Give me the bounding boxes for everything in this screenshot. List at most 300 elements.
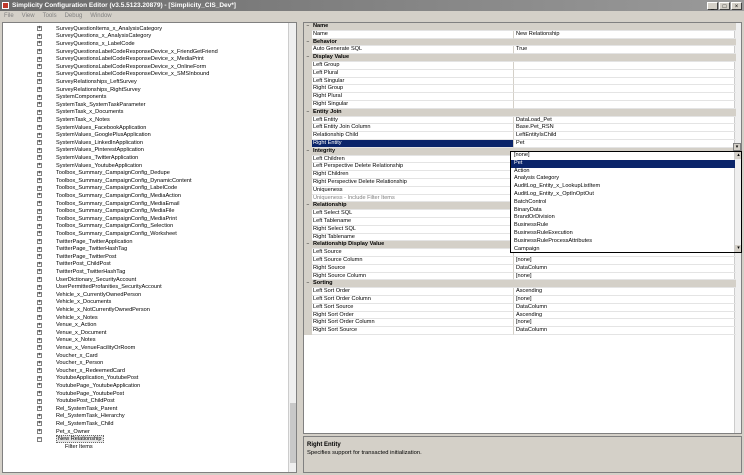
- tree-item[interactable]: [3, 207, 296, 215]
- expand-icon[interactable]: +: [38, 200, 41, 207]
- relationship-tree[interactable]: [2, 22, 297, 473]
- expand-icon[interactable]: +: [38, 116, 41, 123]
- menu-file[interactable]: File: [4, 13, 14, 19]
- expand-icon[interactable]: +: [38, 352, 41, 359]
- tree-item[interactable]: [3, 329, 296, 337]
- tree-item-label: Vehicle_x_Notes: [56, 314, 98, 321]
- tree-item-label: TwitterPost_ChildPost: [56, 261, 111, 268]
- dropdown-option[interactable]: BinaryData: [514, 206, 542, 213]
- tree-item[interactable]: [3, 367, 296, 375]
- row-gutter: [304, 296, 312, 304]
- property-value[interactable]: [none]: [514, 257, 736, 265]
- property-row[interactable]: [304, 265, 736, 273]
- row-gutter: [304, 195, 312, 203]
- expand-icon[interactable]: +: [38, 367, 41, 374]
- property-row[interactable]: [304, 70, 736, 78]
- tree-item-label: TwitterPage_TwitterHashTag: [56, 246, 128, 253]
- dropdown-option[interactable]: AuditLog_Entity_x_LookupListItem: [514, 183, 601, 190]
- tree-item[interactable]: [3, 428, 296, 436]
- tree-item-label: Venue_x_Document: [56, 329, 107, 336]
- collapse-icon[interactable]: −: [304, 241, 312, 249]
- tree-item[interactable]: [3, 124, 296, 132]
- tree-item-label: Rel_SystemTask_Child: [56, 420, 114, 427]
- expand-icon[interactable]: +: [38, 405, 41, 412]
- expand-icon[interactable]: +: [38, 359, 41, 366]
- row-gutter: [304, 163, 312, 171]
- property-category[interactable]: [304, 280, 736, 288]
- property-value[interactable]: [514, 85, 736, 93]
- dropdown-option[interactable]: Pet: [511, 160, 735, 168]
- tree-item[interactable]: [3, 291, 296, 299]
- tree-item-label: SystemComponents: [56, 94, 107, 101]
- row-gutter: [304, 179, 312, 187]
- tree-item-label: SystemTask_x_Documents: [56, 109, 124, 116]
- menu-view[interactable]: View: [21, 13, 35, 19]
- tree-item-label: Toolbox_Summary_CampaignConfig_Selection: [56, 223, 174, 230]
- property-name: Integrity: [312, 148, 736, 156]
- expand-icon[interactable]: +: [38, 139, 41, 146]
- dropdown-option[interactable]: BusinessRuleProcessAttributes: [514, 237, 593, 244]
- expand-icon[interactable]: +: [38, 321, 41, 328]
- maximize-button[interactable]: □: [719, 2, 730, 10]
- tree-item[interactable]: [3, 48, 296, 56]
- property-value[interactable]: Ascending: [514, 312, 736, 320]
- property-name: Auto Generate SQL: [312, 46, 514, 54]
- tree-item-label: SurveyQuestions_x_LabelCode: [56, 40, 135, 47]
- expand-icon[interactable]: +: [38, 276, 41, 283]
- dropdown-option[interactable]: [none]: [514, 152, 530, 158]
- expand-icon[interactable]: +: [38, 93, 41, 100]
- row-gutter: [304, 132, 312, 140]
- property-value[interactable]: Ascending: [514, 288, 736, 296]
- tree-item[interactable]: [3, 435, 296, 443]
- tree-item[interactable]: [3, 78, 296, 86]
- tree-item-label: SurveyQuestionItems_x_AnalysisCategory: [56, 25, 163, 32]
- property-value[interactable]: DataColumn: [514, 327, 736, 335]
- expand-icon[interactable]: +: [38, 329, 41, 336]
- tree-item[interactable]: [3, 169, 296, 177]
- expand-icon[interactable]: +: [38, 55, 41, 62]
- property-row[interactable]: [304, 101, 736, 109]
- tree-item[interactable]: [3, 276, 296, 284]
- tree-item-label: SystemTask_SystemTaskParameter: [56, 101, 146, 108]
- tree-item[interactable]: [3, 93, 296, 101]
- close-button[interactable]: ×: [731, 2, 742, 10]
- tree-item[interactable]: [3, 131, 296, 139]
- property-name: Relationship Child: [312, 132, 514, 140]
- tree-item[interactable]: [3, 405, 296, 413]
- property-name: Entity Join: [312, 109, 736, 117]
- property-name: Left Tablename: [312, 218, 514, 226]
- property-value[interactable]: [514, 70, 736, 78]
- dropdown-option[interactable]: BrandOrDivision: [514, 214, 555, 221]
- tree-item[interactable]: [3, 147, 296, 155]
- property-name: Right Sort Source: [312, 327, 514, 335]
- tree-item[interactable]: [3, 299, 296, 307]
- property-name: Right Perspective Delete Relationship: [312, 179, 514, 187]
- row-gutter: [304, 31, 312, 39]
- tree-item-label: SurveyQuestions_x_AnalysisCategory: [56, 33, 152, 40]
- dropdown-option[interactable]: BusinessRuleExecution: [514, 230, 573, 236]
- property-name: Relationship: [312, 202, 736, 210]
- property-category[interactable]: [304, 54, 736, 62]
- expand-icon[interactable]: +: [38, 253, 41, 260]
- expand-icon[interactable]: +: [38, 374, 41, 381]
- property-row[interactable]: [304, 93, 736, 101]
- tree-item[interactable]: [3, 192, 296, 200]
- tree-item[interactable]: [3, 86, 296, 94]
- tree-item[interactable]: [3, 337, 296, 345]
- property-name: Left Singular: [312, 78, 514, 86]
- property-name: Left Select SQL: [312, 210, 514, 218]
- tree-item-label: Voucher_x_Person: [56, 360, 104, 367]
- expand-icon[interactable]: +: [38, 420, 41, 427]
- expand-icon[interactable]: +: [38, 207, 41, 214]
- row-gutter: [304, 171, 312, 179]
- tree-item[interactable]: [3, 33, 296, 41]
- expand-icon[interactable]: +: [38, 428, 41, 435]
- tree-item[interactable]: [3, 283, 296, 291]
- tree-item-label: TwitterPage_TwitterPost: [56, 253, 117, 260]
- expand-icon[interactable]: +: [38, 245, 41, 252]
- expand-icon[interactable]: +: [38, 397, 41, 404]
- tree-item-label: SystemValues_LinkedInApplication: [56, 139, 143, 146]
- tree-item[interactable]: [3, 397, 296, 405]
- tree-item[interactable]: [3, 321, 296, 329]
- menu-bar: [0, 11, 744, 21]
- property-name: Left Group: [312, 62, 514, 70]
- property-value[interactable]: [514, 93, 736, 101]
- row-gutter: [304, 304, 312, 312]
- property-value[interactable]: New Relationship: [514, 31, 736, 39]
- property-name: Right Select SQL: [312, 226, 514, 234]
- tree-item[interactable]: [3, 230, 296, 238]
- tree-item[interactable]: [3, 215, 296, 223]
- tree-item[interactable]: [3, 375, 296, 383]
- tree-item-label: TwitterPage_TwitterApplication: [56, 238, 133, 245]
- expand-icon[interactable]: +: [38, 184, 41, 191]
- expand-icon[interactable]: +: [38, 78, 41, 85]
- row-gutter: [304, 249, 312, 257]
- property-row[interactable]: [304, 319, 736, 327]
- expand-icon[interactable]: +: [38, 48, 41, 55]
- expand-icon[interactable]: +: [38, 108, 41, 115]
- tree-item-label: Venue_x_Notes: [56, 337, 96, 344]
- dropdown-option[interactable]: BatchControl: [514, 198, 547, 205]
- expand-icon[interactable]: +: [38, 390, 41, 397]
- tree-item-label: Toolbox_Summary_CampaignConfig_DynamicContent: [56, 177, 192, 184]
- menu-tools[interactable]: Tools: [42, 13, 57, 19]
- property-name: Left Sort Order: [312, 288, 514, 296]
- expand-icon[interactable]: +: [38, 382, 41, 389]
- tree-item[interactable]: [3, 352, 296, 360]
- dropdown-option[interactable]: Campaign: [514, 245, 540, 252]
- tree-item-label: SurveyQuestionsLabelCodeResponseDevice_x_SMSInbound: [56, 71, 210, 78]
- row-gutter: [304, 62, 312, 70]
- property-name: Left Source Column: [312, 257, 514, 265]
- property-name: Uniqueness: [312, 187, 514, 195]
- tree-item-label: Rel_SystemTask_Parent: [56, 405, 118, 412]
- property-name: Left Children: [312, 156, 514, 164]
- tree-item[interactable]: [3, 306, 296, 314]
- expand-icon[interactable]: +: [38, 314, 41, 321]
- property-name: Right Sort Order: [312, 312, 514, 320]
- tree-item[interactable]: [3, 40, 296, 48]
- tree-item-label: Filter Items: [65, 443, 93, 450]
- property-row[interactable]: [304, 46, 736, 54]
- expand-icon[interactable]: +: [38, 162, 41, 169]
- property-row[interactable]: [304, 85, 736, 93]
- tree-item[interactable]: [3, 390, 296, 398]
- expand-icon[interactable]: +: [38, 306, 41, 313]
- property-value[interactable]: [none]: [514, 319, 736, 327]
- tree-item-label: SystemValues_FacebookApplication: [56, 124, 147, 131]
- tree-item-label: Vehicle_x_Documents: [56, 299, 112, 306]
- property-row[interactable]: [304, 327, 736, 335]
- row-gutter: [304, 93, 312, 101]
- tree-item[interactable]: [3, 116, 296, 124]
- property-name: Right Source Column: [312, 273, 514, 281]
- scroll-down-icon[interactable]: ▾: [735, 245, 742, 252]
- tree-item-label: Rel_SystemTask_Hierarchy: [56, 413, 125, 420]
- property-row[interactable]: [304, 140, 736, 148]
- property-name: Name: [312, 31, 514, 39]
- expand-icon[interactable]: +: [38, 32, 41, 39]
- tree-item-label: Voucher_x_Card: [56, 352, 98, 359]
- tree-item-label: Venue_x_VenueFacilityOrRoom: [56, 344, 136, 351]
- expand-icon[interactable]: +: [38, 124, 41, 131]
- right-entity-dropdown-list[interactable]: [510, 151, 742, 253]
- row-gutter: [304, 46, 312, 54]
- property-name: Name: [312, 23, 736, 31]
- tree-item[interactable]: [3, 238, 296, 246]
- right-entity-dropdown-button[interactable]: ▾: [733, 143, 741, 151]
- tree-item[interactable]: [3, 253, 296, 261]
- property-name: Right Source: [312, 265, 514, 273]
- tree-item[interactable]: [3, 101, 296, 109]
- property-name: Left Entity: [312, 117, 514, 125]
- tree-item[interactable]: [3, 382, 296, 390]
- property-category[interactable]: [304, 23, 736, 31]
- property-name: Sorting: [312, 280, 736, 288]
- expand-icon[interactable]: +: [38, 298, 41, 305]
- expand-icon[interactable]: +: [38, 25, 41, 32]
- expand-icon[interactable]: +: [38, 177, 41, 184]
- collapse-icon[interactable]: −: [304, 148, 312, 156]
- property-value[interactable]: DataLoad_Pet: [514, 117, 736, 125]
- row-gutter: [304, 187, 312, 195]
- property-name: Uniqueness - Include Filter Items: [312, 195, 514, 203]
- property-name: Right Tablename: [312, 234, 514, 242]
- tree-item-label: Vehicle_x_CurrentlyOwnedPerson: [56, 291, 142, 298]
- expand-icon[interactable]: +: [38, 222, 41, 229]
- tree-item[interactable]: [3, 162, 296, 170]
- dropdown-option[interactable]: Analysis Category: [514, 175, 560, 182]
- expand-icon[interactable]: +: [38, 283, 41, 290]
- property-row[interactable]: [304, 31, 736, 39]
- tree-item-label: YoutubeApplication_YoutubePost: [56, 375, 139, 382]
- tree-item-label: New Relationship: [58, 436, 102, 443]
- row-gutter: [304, 257, 312, 265]
- property-value[interactable]: DataColumn: [514, 265, 736, 273]
- title-bar: [0, 0, 744, 11]
- menu-debug[interactable]: Debug: [64, 13, 83, 19]
- tree-item-label: Venue_x_Action: [56, 322, 97, 329]
- property-value[interactable]: LeftEntityIsChild: [514, 132, 736, 140]
- tree-item[interactable]: [3, 71, 296, 79]
- row-gutter: [304, 312, 312, 320]
- tree-item-label: Toolbox_Summary_CampaignConfig_MediaPrint: [56, 215, 177, 222]
- expand-icon[interactable]: +: [38, 40, 41, 47]
- tree-item-label: SurveyQuestionsLabelCodeResponseDevice_x_FriendGetFriend: [56, 48, 218, 55]
- tree-item-label: Toolbox_Summary_CampaignConfig_MediaAction: [56, 192, 181, 199]
- tree-item[interactable]: [3, 223, 296, 231]
- row-gutter: [304, 101, 312, 109]
- expand-icon[interactable]: +: [38, 230, 41, 237]
- row-gutter: [304, 265, 312, 273]
- tree-item[interactable]: [3, 245, 296, 253]
- expand-icon[interactable]: +: [38, 238, 41, 245]
- property-value[interactable]: [514, 78, 736, 86]
- row-gutter: [304, 85, 312, 93]
- property-row[interactable]: [304, 117, 736, 125]
- property-value[interactable]: [514, 62, 736, 70]
- property-row[interactable]: [304, 296, 736, 304]
- expand-icon[interactable]: +: [38, 63, 41, 70]
- expand-icon[interactable]: +: [38, 291, 41, 298]
- tree-item[interactable]: [3, 359, 296, 367]
- collapse-icon[interactable]: −: [38, 435, 41, 442]
- row-gutter: [304, 117, 312, 125]
- expand-icon[interactable]: +: [38, 344, 41, 351]
- tree-item[interactable]: [3, 177, 296, 185]
- collapse-icon[interactable]: −: [304, 54, 312, 62]
- dropdown-option[interactable]: Action: [514, 167, 530, 174]
- expand-icon[interactable]: +: [38, 169, 41, 176]
- row-gutter: [304, 156, 312, 164]
- expand-icon[interactable]: +: [38, 101, 41, 108]
- property-name: Right Group: [312, 85, 514, 93]
- menu-window[interactable]: Window: [90, 13, 112, 19]
- property-category[interactable]: [304, 109, 736, 117]
- property-name: Right Entity: [312, 140, 514, 148]
- property-name: Relationship Display Value: [312, 241, 736, 249]
- property-row[interactable]: [304, 312, 736, 320]
- property-value[interactable]: True: [514, 46, 736, 54]
- tree-item-label: SystemValues_YoutubeApplication: [56, 162, 143, 169]
- property-row[interactable]: [304, 257, 736, 265]
- minimize-button[interactable]: _: [707, 2, 718, 10]
- row-gutter: [304, 319, 312, 327]
- tree-child-item[interactable]: [3, 443, 296, 451]
- tree-item-label: SurveyRelationships_RightSurvey: [56, 86, 141, 93]
- tree-item-label: UserPermittedProfanities_SecurityAccount: [56, 284, 162, 291]
- property-row[interactable]: [304, 78, 736, 86]
- expand-icon[interactable]: +: [38, 268, 41, 275]
- property-row[interactable]: [304, 304, 736, 312]
- dropdown-option[interactable]: AuditLog_Entity_x_OptInOptOut: [514, 191, 594, 197]
- expand-icon[interactable]: +: [38, 260, 41, 267]
- tree-item[interactable]: [3, 154, 296, 162]
- tree-item[interactable]: [3, 55, 296, 63]
- tree-item-label: SurveyRelationships_LeftSurvey: [56, 78, 137, 85]
- property-name: Right Sort Order Column: [312, 319, 514, 327]
- row-gutter: [304, 70, 312, 78]
- expand-icon[interactable]: +: [38, 192, 41, 199]
- property-row[interactable]: [304, 273, 736, 281]
- tree-item[interactable]: [3, 314, 296, 322]
- expand-icon[interactable]: +: [38, 86, 41, 93]
- collapse-icon[interactable]: −: [304, 280, 312, 288]
- collapse-icon[interactable]: −: [304, 23, 312, 31]
- property-value[interactable]: Base.Pet_RSN: [514, 124, 736, 132]
- property-value[interactable]: [514, 101, 736, 109]
- tree-item[interactable]: [3, 420, 296, 428]
- expand-icon[interactable]: +: [38, 154, 41, 161]
- window-controls: [707, 2, 742, 10]
- tree-item[interactable]: [3, 185, 296, 193]
- property-name: Left Perspective Delete Relationship: [312, 163, 514, 171]
- property-category[interactable]: [304, 39, 736, 47]
- tree-item-label: UserDictionary_SecurityAccount: [56, 276, 137, 283]
- property-row[interactable]: [304, 124, 736, 132]
- tree-item-label: Voucher_x_RedeemedCard: [56, 367, 126, 374]
- property-value[interactable]: [none]: [514, 273, 736, 281]
- expand-icon[interactable]: +: [38, 412, 41, 419]
- tree-item[interactable]: [3, 261, 296, 269]
- tree-item-label: SurveyQuestionsLabelCodeResponseDevice_x_MediaPrint: [56, 56, 204, 63]
- tree-item[interactable]: [3, 139, 296, 147]
- tree-item[interactable]: [3, 63, 296, 71]
- property-row[interactable]: [304, 132, 736, 140]
- scroll-up-icon[interactable]: ▴: [735, 152, 742, 159]
- property-value[interactable]: DataColumn: [514, 304, 736, 312]
- row-gutter: [304, 210, 312, 218]
- dropdown-scrollbar[interactable]: [734, 152, 741, 252]
- expand-icon[interactable]: +: [38, 131, 41, 138]
- expand-icon[interactable]: +: [38, 336, 41, 343]
- row-gutter: [304, 327, 312, 335]
- property-name: Behavior: [312, 39, 736, 47]
- tree-item[interactable]: [3, 268, 296, 276]
- expand-icon[interactable]: +: [38, 215, 41, 222]
- tree-item-label: SystemValues_GooglePlusApplication: [56, 132, 151, 139]
- property-row[interactable]: [304, 62, 736, 70]
- property-value[interactable]: [none]: [514, 296, 736, 304]
- expand-icon[interactable]: +: [38, 146, 41, 153]
- dropdown-option[interactable]: BusinessRule: [514, 222, 549, 229]
- tree-item-label: Toolbox_Summary_CampaignConfig_MediaEmail: [56, 200, 180, 207]
- tree-item[interactable]: [3, 413, 296, 421]
- tree-item-label: Pet_x_Owner: [56, 428, 90, 435]
- tree-item[interactable]: [3, 25, 296, 33]
- row-gutter: [304, 288, 312, 296]
- collapse-icon[interactable]: −: [304, 39, 312, 47]
- expand-icon[interactable]: +: [38, 70, 41, 77]
- tree-item-label: SystemValues_TwitterApplication: [56, 154, 139, 161]
- collapse-icon[interactable]: −: [304, 109, 312, 117]
- tree-item-label: SurveyQuestionsLabelCodeResponseDevice_x_OnlineForm: [56, 63, 207, 70]
- tree-item[interactable]: [3, 109, 296, 117]
- row-gutter: [304, 226, 312, 234]
- property-row[interactable]: [304, 288, 736, 296]
- row-gutter: [304, 140, 312, 148]
- collapse-icon[interactable]: −: [304, 202, 312, 210]
- property-value[interactable]: Pet: [514, 140, 736, 148]
- tree-item[interactable]: [3, 344, 296, 352]
- tree-item[interactable]: [3, 200, 296, 208]
- help-panel: [303, 436, 742, 473]
